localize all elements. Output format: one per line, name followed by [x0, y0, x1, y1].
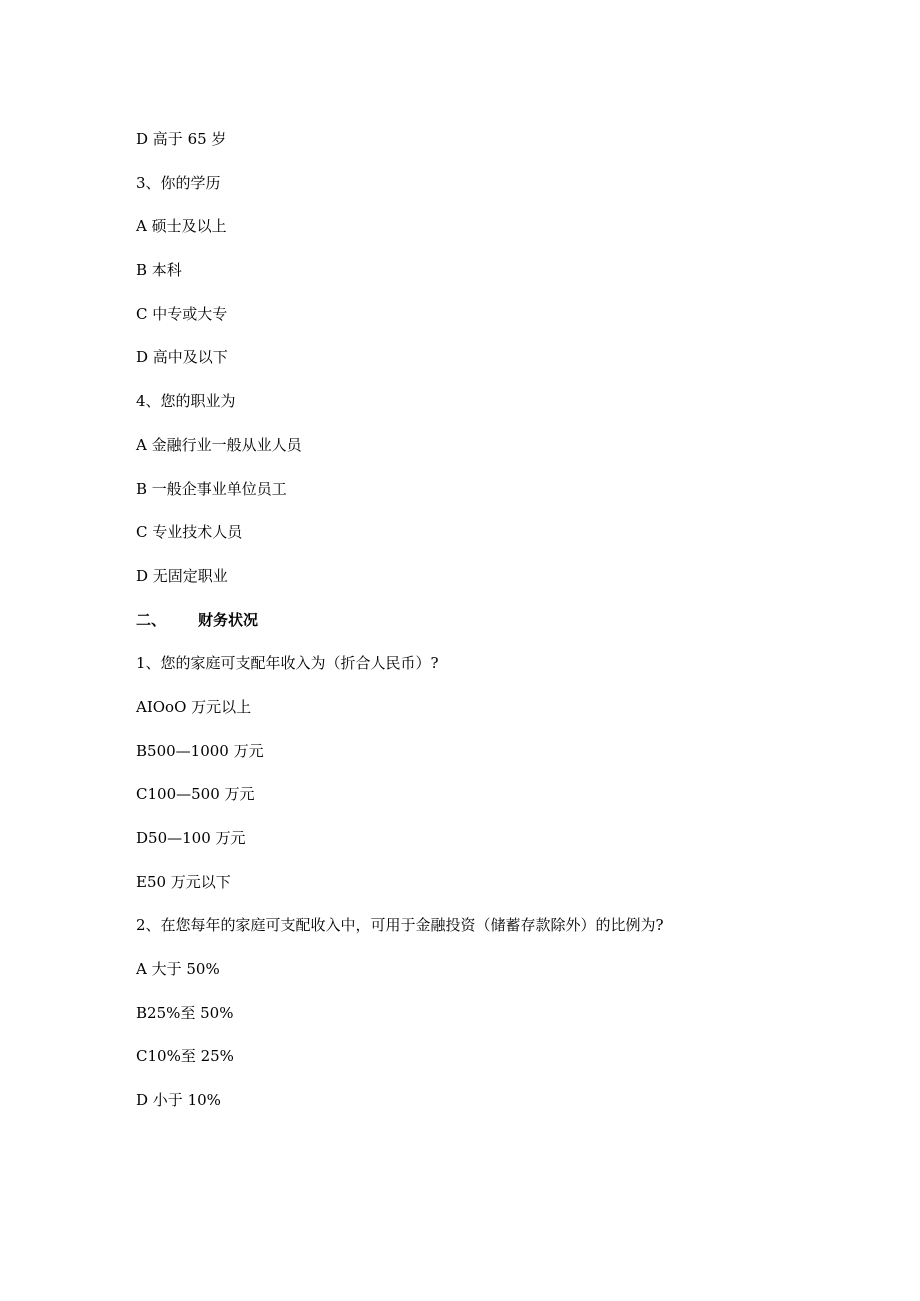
question-line: 1、您的家庭可支配年收入为（折合人民币）?	[136, 654, 439, 673]
option-line: D 无固定职业	[136, 566, 228, 585]
option-line: B 一般企事业单位员工	[136, 479, 287, 498]
option-line: C 专业技术人员	[136, 523, 243, 542]
option-line: B500—1000 万元	[136, 741, 264, 760]
question-line: 2、在您每年的家庭可支配收入中，可用于金融投资（储蓄存款除外）的比例为?	[136, 916, 664, 935]
section-number: 二、	[136, 610, 167, 629]
option-line: C 中专或大专	[136, 304, 228, 323]
option-line: C10%至 25%	[136, 1047, 234, 1066]
section-heading	[136, 609, 836, 653]
option-line: B25%至 50%	[136, 1003, 234, 1022]
option-line: E50 万元以下	[136, 872, 231, 891]
option-line: AIOoO 万元以上	[136, 697, 252, 716]
questionnaire-body	[136, 128, 836, 1133]
question-line: 3、你的学历	[136, 173, 221, 192]
option-line: D 高于 65 岁	[136, 130, 227, 148]
option-line: A 硕士及以上	[136, 217, 227, 236]
section-title: 财务状况	[198, 610, 259, 629]
option-line: A 大于 50%	[136, 960, 220, 979]
option-line: C100—500 万元	[136, 785, 255, 804]
question-line: 4、您的职业为	[136, 392, 236, 411]
option-line: B 本科	[136, 261, 182, 280]
option-line: D 高中及以下	[136, 348, 228, 367]
option-line: D50—100 万元	[136, 829, 246, 847]
option-line: D 小于 10%	[136, 1091, 221, 1110]
option-line: A 金融行业一般从业人员	[136, 435, 302, 454]
